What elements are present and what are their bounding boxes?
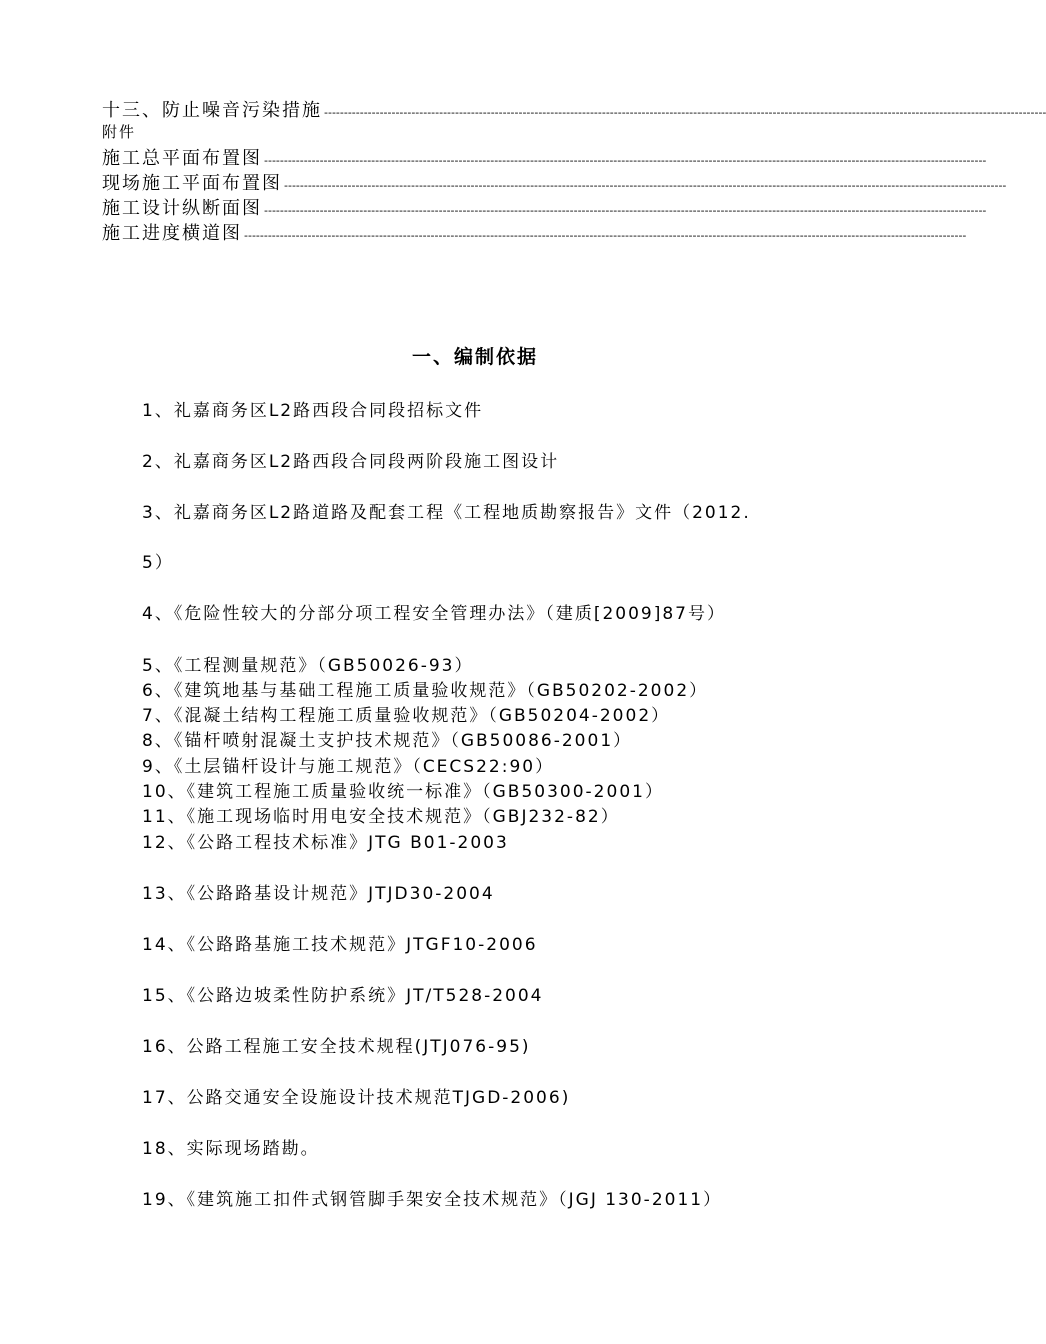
toc-appendix-label [102,121,794,144]
reference-item: 2、礼嘉商务区L2路西段合同段两阶段施工图设计 [142,452,560,472]
reference-item: 9、《土层锚杆设计与施工规范》（CECS22:90） [142,757,555,777]
toc-entry-label: 施工总平面布置图 [102,148,262,169]
reference-item: 7、《混凝土结构工程施工质量验收规范》（GB50204-2002） [142,706,671,726]
toc-leader: -------------------------------------------------------------------------------------------------------------------------------------------------------------------------------------- [264,204,987,217]
reference-item: 5） [142,553,174,573]
reference-item: 14、《公路路基施工技术规范》JTGF10-2006 [142,935,538,955]
toc-entry-label: 十三、防止噪音污染措施 [102,100,322,121]
reference-item: 5、《工程测量规范》（GB50026-93） [142,656,474,676]
reference-item: 6、《建筑地基与基础工程施工质量验收规范》（GB50202-2002） [142,681,709,701]
table-of-contents [102,96,1046,244]
reference-item: 8、《锚杆喷射混凝土支护技术规范》（GB50086-2001） [142,731,633,751]
toc-entry-label: 施工进度横道图 [102,223,242,244]
reference-item: 11、《施工现场临时用电安全技术规范》（GBJ232-82） [142,807,620,827]
reference-item: 15、《公路边坡柔性防护系统》JT/T528-2004 [142,986,544,1006]
reference-item: 10、《建筑工程施工质量验收统一标准》（GB50300-2001） [142,782,664,802]
toc-entry[interactable] [102,219,967,244]
reference-item: 18、实际现场踏勘。 [142,1139,320,1159]
section-heading: 一、编制依据 [411,346,538,368]
toc-entry[interactable] [102,144,987,169]
toc-entry-label: 施工设计纵断面图 [102,198,262,219]
reference-item: 16、公路工程施工安全技术规程(JTJ076-95) [142,1037,531,1057]
reference-item: 13、《公路路基设计规范》JTJD30-2004 [142,884,495,904]
reference-item: 19、《建筑施工扣件式钢管脚手架安全技术规范》（JGJ 130-2011） [142,1190,723,1210]
reference-item: 17、公路交通安全设施设计技术规范TJGD-2006) [142,1088,571,1108]
toc-entry[interactable] [102,194,987,219]
appendix-label: 附件 [102,123,137,141]
toc-leader: -------------------------------------------------------------------------------------------------------------------------------------------------------------------------------------- [244,229,967,242]
toc-leader: -------------------------------------------------------------------------------------------------------------------------------------------------------------------------------------- [284,179,1007,192]
toc-entry[interactable] [102,169,1007,194]
reference-item: 12、《公路工程技术标准》JTG B01-2003 [142,833,509,853]
reference-item: 1、礼嘉商务区L2路西段合同段招标文件 [142,401,484,421]
reference-item: 4、《危险性较大的分部分项工程安全管理办法》（建质[2009]87号） [142,604,726,624]
toc-entry-label: 现场施工平面布置图 [102,173,282,194]
reference-item: 3、礼嘉商务区L2路道路及配套工程《工程地质勘察报告》文件（2012. [142,503,751,523]
toc-leader: -------------------------------------------------------------------------------------------------------------------------------------------------------------------------------------- [264,154,987,167]
toc-entry[interactable] [102,96,1046,121]
toc-leader: -------------------------------------------------------------------------------------------------------------------------------------------------------------------------------------- [324,106,1046,119]
